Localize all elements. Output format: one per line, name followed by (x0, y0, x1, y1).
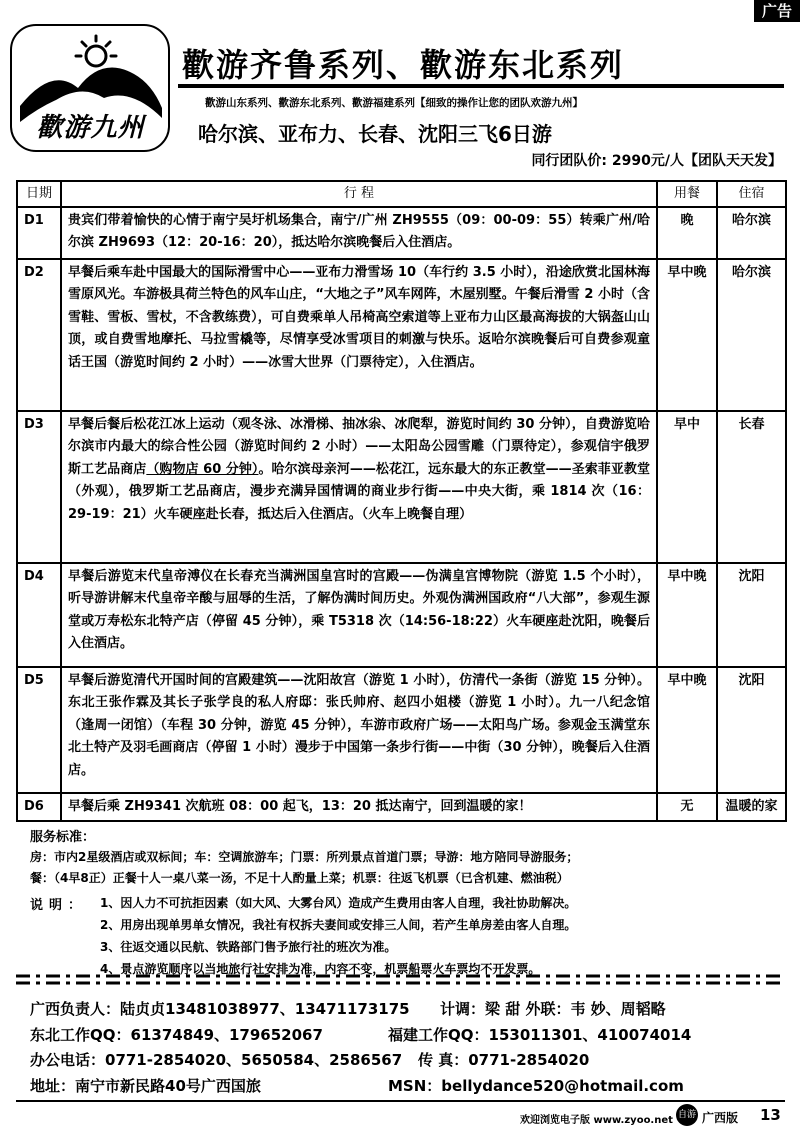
meal-cell: 早中晚 (657, 259, 717, 411)
logo-text: 歡游九州 (36, 113, 145, 143)
day-cell: D2 (17, 259, 61, 411)
office-phone: 办公电话：0771-2854020、5650584、2586567 (30, 1051, 403, 1069)
header-stay: 住宿 (717, 181, 786, 207)
day-cell: D3 (17, 411, 61, 563)
msn: MSN：bellydance520@hotmail.com (388, 1077, 684, 1095)
meal-cell: 早中 (657, 411, 717, 563)
desc-cell (61, 411, 657, 563)
stay-cell: 沈阳 (717, 563, 786, 667)
trip-title: 哈尔滨、亚布力、长春、沈阳三飞6日游 (198, 122, 552, 146)
fax: 传 真：0771-2854020 (418, 1051, 590, 1069)
brand-mark-icon: 自游 (676, 1104, 698, 1126)
dashed-divider (16, 970, 785, 988)
notes-label: 说明： (30, 898, 88, 913)
desc-part: 。哈尔滨母亲河——松花江，远东最大的东正教堂——圣索菲亚教堂（外观），俄罗斯工艺品商店，漫步充满异国情调的商业步行街——中央大街，乘 1814 次（16：29-19：21）火车硬座赴长春，抵达后入住酒店。（火车上晚餐自理） (68, 461, 650, 522)
service-line: 房：市内2星级酒店或双标间；车：空调旅游车；门票：所列景点首道门票；导游：地方陪同导游服务； (30, 850, 579, 864)
header-itinerary: 行 程 (61, 181, 657, 207)
table-row (17, 667, 786, 793)
header-day: 日期 (17, 181, 61, 207)
table-row (17, 207, 786, 259)
desc-cell: 早餐后游览清代开国时间的宫殿建筑——沈阳故宫（游览 1 小时），仿清代一条街（游览 15 分钟）。东北王张作霖及其长子张学良的私人府邸：张氏帅府、赵四小姐楼（游览 1 小时）。九一八纪念馆（逢周一闭馆）（车程 30 分钟，游览 45 分钟），车游市政府广场——太阳鸟广场。参观金玉满堂东北土特产及羽毛画商店（停留 1 小时）漫步于中国第一条步行街——中街（30 分钟），晚餐后入住酒店。 (61, 667, 657, 793)
planning-contact: 计调：梁 甜 外联：韦 妙、周韬略 (440, 1000, 666, 1018)
table-row (17, 411, 786, 563)
table-row (17, 563, 786, 667)
desc-part: 早餐后餐后松花江冰上运动（观冬泳、冰滑梯、抽冰尜、冰爬犁，游览时间约 30 分钟），自费游览哈尔滨市内最大的综合性公园（游览时间约 2 小时）——太阳岛公园雪雕（门票待定），参观信宇俄罗斯工艺品商店 (68, 417, 650, 477)
footer-rule (16, 1100, 785, 1102)
series-rule (178, 84, 784, 88)
meal-cell: 无 (657, 793, 717, 821)
desc-cell: 贵宾们带着愉快的心情于南宁吴圩机场集合，南宁/广州 ZH9555（09：00-09：55）转乘广州/哈尔滨 ZH9693（12：20-16：20），抵达哈尔滨晚餐后入住酒店。 (61, 207, 657, 259)
note-item: 4、景点游览顺序以当地旅行社安排为准，内容不变，机票船票火车票均不开发票。 (100, 962, 541, 976)
meal-cell: 早中晚 (657, 667, 717, 793)
price: 同行团队价: 2990元/人【团队天天发】 (531, 153, 782, 169)
desc-cell: 早餐后乘车赴中国最大的国际滑雪中心——亚布力滑雪场 10（车行约 3.5 小时），沿途欣赏北国林海雪原风光。车游极具荷兰特色的风车山庄，“大地之子”风车网阵，木屋别墅。午餐后滑雪 2 小时（含雪鞋、雪板、雪杖，不含教练费），可自费乘单人吊椅高空索道等上亚布力山区最高海拔的大锅盔山山顶，或自费雪地摩托、马拉雪橇等，尽情享受冰雪项目的刺激与快乐。返哈尔滨晚餐后可自费参观童话王国（游览时间约 2 小时）——冰雪大世界（门票待定），入住酒店。 (61, 259, 657, 411)
day-cell: D1 (17, 207, 61, 259)
fujian-qq: 福建工作QQ：153011301、410074014 (388, 1026, 692, 1044)
header-meal: 用餐 (657, 181, 717, 207)
table-row (17, 793, 786, 821)
ad-tag: 广告 (754, 0, 800, 22)
footer-welcome: 欢迎浏览电子版 www.zyoo.net (520, 1115, 673, 1126)
stay-cell: 哈尔滨 (717, 259, 786, 411)
gx-manager: 广西负责人：陆贞贞13481038977、13471173175 (30, 1000, 410, 1018)
note-item: 3、往返交通以民航、铁路部门售予旅行社的班次为准。 (100, 940, 397, 954)
series-list: 歡游山东系列、歡游东北系列、歡游福建系列【细致的操作让您的团队欢游九州】 (205, 97, 583, 109)
stay-cell: 长春 (717, 411, 786, 563)
stay-cell: 温暖的家 (717, 793, 786, 821)
day-cell: D4 (17, 563, 61, 667)
desc-cell: 早餐后游览末代皇帝溥仪在长春充当满洲国皇宫时的宫殿——伪满皇宫博物院（游览 1.5 个小时），听导游讲解末代皇帝辛酸与屈辱的生活，了解伪满时间历史。外观伪满洲国政府“八大部”，参观生源堂或万寿松东北特产店（停留 45 分钟），乘 T5318 次（14:56-18:22）火车硬座赴沈阳，晚餐后入住酒店。 (61, 563, 657, 667)
stay-cell: 沈阳 (717, 667, 786, 793)
note-item: 2、用房出现单男单女情况，我社有权拆夫妻间或安排三人间，若产生单房差由客人自理。 (100, 918, 577, 932)
service-line: 餐：（4早8正）正餐十人一桌八菜一汤，不足十人酌量上菜；机票：往返飞机票（已含机建、燃油税） (30, 871, 569, 885)
day-cell: D6 (17, 793, 61, 821)
meal-cell: 晚 (657, 207, 717, 259)
table-row (17, 259, 786, 411)
day-cell: D5 (17, 667, 61, 793)
northeast-qq: 东北工作QQ：61374849、179652067 (30, 1026, 323, 1044)
itinerary-table (16, 180, 787, 822)
logo (10, 24, 170, 152)
meal-cell: 早中晚 (657, 563, 717, 667)
desc-cell: 早餐后乘 ZH9341 次航班 08：00 起飞，13：20 抵达南宁，回到温暖的家！ (61, 793, 657, 821)
service-title: 服务标准： (30, 830, 96, 845)
page-number: 13 (760, 1106, 781, 1124)
stay-cell: 哈尔滨 (717, 207, 786, 259)
series-heading: 歡游齐鲁系列、歡游东北系列 (182, 46, 625, 84)
shop-duration: （购物店 60 分钟） (146, 461, 259, 477)
footer-edition: 广西版 (702, 1111, 739, 1125)
table-header-row (17, 181, 786, 207)
address: 地址：南宁市新民路40号广西国旅 (30, 1077, 261, 1095)
note-item: 1、因人力不可抗拒因素（如大风、大雾台风）造成产生费用由客人自理，我社协助解决。 (100, 896, 577, 910)
